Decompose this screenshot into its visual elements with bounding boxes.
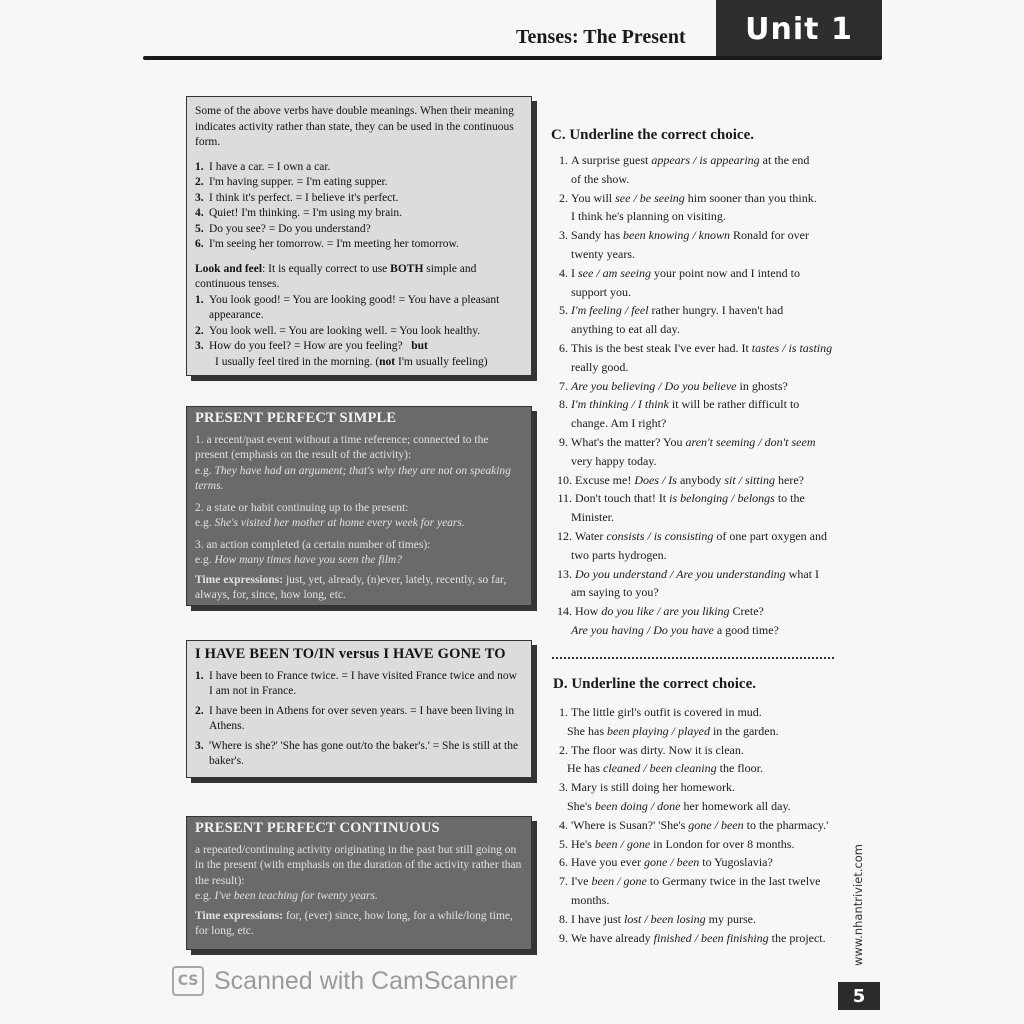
box2-point-3: 3. an action completed (a certain number of times): <box>195 538 431 551</box>
exercise-item: 1. The little girl's outfit is covered in mud. <box>559 705 762 719</box>
choice-options: finished / been finishing <box>653 930 769 945</box>
section-c-title: C. Underline the correct choice. <box>551 127 754 143</box>
exercise-item: 7. Are you believing / Do you believe in ghosts? <box>559 378 788 393</box>
exercise-item-continued: twenty years. <box>571 246 635 261</box>
camscanner-text: Scanned with CamScanner <box>214 966 517 995</box>
exercise-item-continued: support you. <box>571 284 631 299</box>
exercise-item: 2. The floor was dirty. Now it is clean. <box>559 742 744 757</box>
list-item: 6. I'm seeing her tomorrow. = I'm meeting her tomorrow. <box>195 238 459 250</box>
box2-example-2: e.g. She's visited her mother at home every week for years. <box>195 517 465 529</box>
list-item: 3. I think it's perfect. = I believe it's perfect. <box>195 191 399 204</box>
present-perfect-continuous-box <box>186 816 532 950</box>
exercise-item-continued: very happy today. <box>571 453 657 468</box>
choice-options: cleaned / been cleaning <box>603 761 717 776</box>
exercise-item: 13. Do you understand / Are you understanding what I <box>557 566 819 581</box>
exercise-item: 6. Have you ever gone / been to Yugoslavia? <box>559 855 773 870</box>
choice-options: Are you believing / Do you believe <box>571 378 737 393</box>
exercise-item-continued: Are you having / Do you have a good time? <box>571 622 779 637</box>
list-item: 1. You look good! = You are looking good! = You have a pleasant appearance. <box>195 293 500 321</box>
list-item: 3. How do you feel? = How are you feeling? but <box>195 340 428 352</box>
choice-options: appears / is appearing <box>651 153 760 167</box>
exercise-item-continued: Minister. <box>571 510 615 525</box>
box4-point-1: a repeated/continuing activity originating in the past but still going on in the present (with emphasis on the duration of the activity rather than the result): <box>195 843 522 887</box>
header-rule <box>143 56 882 60</box>
exercise-item: 14. How do you like / are you liking Crete? <box>557 604 764 619</box>
choice-options: see / be seeing <box>615 190 685 205</box>
exercise-item-continued: months. <box>571 892 610 907</box>
exercise-item: 3. Sandy has been knowing / known Ronald for over <box>559 228 809 243</box>
choice-options: see / am seeing <box>578 265 651 280</box>
choice-options: is belonging / belongs <box>669 491 775 506</box>
exercise-item: 10. Excuse me! Does / Is anybody sit / sitting here? <box>557 472 804 487</box>
box4-time-expressions: Time expressions: for, (ever) since, how long, for a while/long time, for long, etc. <box>195 909 513 937</box>
box2-example-3: e.g. How many times have you seen the film? <box>195 554 402 566</box>
exercise-item-continued: anything to eat all day. <box>571 322 680 337</box>
exercise-item: 9. We have already finished / been finishing the project. <box>559 930 826 945</box>
exercise-item-continued: of the show. <box>571 171 630 186</box>
list-item: 3. 'Where is she?' 'She has gone out/to the baker's.' = She is still at the baker's. <box>195 739 519 767</box>
dotted-divider <box>552 657 834 659</box>
choice-options: I'm feeling / feel <box>571 303 649 318</box>
choice-options: Do you understand / Are you understanding <box>575 566 786 581</box>
double-meaning-box <box>186 96 532 376</box>
exercise-item: 8. I'm thinking / I think it will be rather difficult to <box>559 397 800 412</box>
choice-options: been knowing / known <box>623 228 730 243</box>
list-item: 4. Quiet! I'm thinking. = I'm using my brain. <box>195 207 403 219</box>
choice-options: gone / been <box>643 855 700 870</box>
box2-point-2: 2. a state or habit continuing up to the present: <box>195 501 409 514</box>
exercise-item-continued: change. Am I right? <box>571 416 667 431</box>
exercise-item-continued: He has cleaned / been cleaning the floor. <box>567 761 763 776</box>
box4-example-1: e.g. I've been teaching for twenty years. <box>195 890 378 902</box>
exercise-item: 2. You will see / be seeing him sooner than you think. <box>559 190 817 205</box>
choice-options: Does / Is <box>634 472 677 487</box>
choice-options: been / gone <box>594 836 651 851</box>
camscanner-logo-icon: CS <box>172 966 204 996</box>
box1-last-line: I usually feel tired in the morning. (not I'm usually feeling) <box>215 355 488 368</box>
choice-options: aren't seeming / don't seem <box>685 434 816 449</box>
exercise-item: 4. 'Where is Susan?' 'She's gone / been to the pharmacy.' <box>559 817 829 832</box>
choice-options: been / gone <box>591 874 647 889</box>
box2-example-1: e.g. They have had an argument; that's why they are not on speaking terms. <box>195 464 511 492</box>
exercise-item-continued: I think he's planning on visiting. <box>571 209 726 224</box>
unit-badge: Unit 1 <box>716 0 882 58</box>
page-title: Tenses: The Present <box>516 26 686 48</box>
exercise-item: 11. Don't touch that! It is belonging / belongs to the <box>557 491 805 506</box>
exercise-item: 5. I'm feeling / feel rather hungry. I haven't had <box>559 303 784 318</box>
section-d-exercise <box>552 703 852 947</box>
box2-title: PRESENT PERFECT SIMPLE <box>195 410 397 426</box>
exercise-item-continued: She's been doing / done her homework all day. <box>567 798 791 813</box>
exercise-item: 1. A surprise guest appears / is appearing at the end <box>559 153 810 167</box>
list-item: 5. Do you see? = Do you understand? <box>195 222 371 235</box>
exercise-item-continued: am saying to you? <box>571 585 659 600</box>
present-perfect-simple-box <box>186 406 532 606</box>
look-and-feel-note: Look and feel: It is equally correct to use BOTH simple and continuous tenses. <box>195 262 477 290</box>
list-item: 1. I have a car. = I own a car. <box>195 160 331 173</box>
website-url: www.nhantriviet.com <box>851 844 865 966</box>
exercise-item: 8. I have just lost / been losing my purse. <box>559 911 756 926</box>
choice-options: consists / is consisting <box>606 528 714 543</box>
list-item: 2. I have been in Athens for over seven years. = I have been living in Athens. <box>195 704 515 732</box>
list-item: 1. I have been to France twice. = I have visited France twice and now I am not in France. <box>195 669 517 697</box>
choice-options: been playing / played <box>607 723 710 738</box>
choice-options: gone / been <box>688 817 744 832</box>
exercise-item-continued: really good. <box>571 359 629 374</box>
section-d-title: D. Underline the correct choice. <box>553 676 756 692</box>
list-item: 2. I'm having supper. = I'm eating supper. <box>195 176 388 188</box>
been-vs-gone-box <box>186 640 532 778</box>
exercise-item: 5. He's been / gone in London for over 8 months. <box>559 836 795 851</box>
box3-title: I HAVE BEEN TO/IN versus I HAVE GONE TO <box>195 646 506 662</box>
box1-list <box>195 160 523 253</box>
choice-options: tastes / is tasting <box>751 340 833 355</box>
page-number: 5 <box>838 982 880 1010</box>
exercise-item: 7. I've been / gone to Germany twice in the last twelve <box>559 874 821 889</box>
exercise-item-continued: She has been playing / played in the garden. <box>567 723 779 738</box>
exercise-item-continued: two parts hydrogen. <box>571 547 667 562</box>
exercise-item: 4. I see / am seeing your point now and I intend to <box>559 265 800 280</box>
section-c-exercise <box>552 151 852 640</box>
box1-intro: Some of the above verbs have double meanings. When their meaning indicates activity rather than state, they can be used in the continuous form. <box>195 105 514 148</box>
box2-time-expressions: Time expressions: just, yet, already, (n)ever, lately, recently, so far, always, for, since, how long, etc. <box>195 573 507 601</box>
choice-options: lost / been losing <box>624 911 706 926</box>
exercise-item: 12. Water consists / is consisting of one part oxygen and <box>557 528 828 543</box>
choice-options: been doing / done <box>594 798 681 813</box>
choice-options: do you like / are you liking <box>601 604 730 619</box>
choice-options: I'm thinking / I think <box>571 397 669 412</box>
camscanner-watermark <box>172 966 517 996</box>
exercise-item: 3. Mary is still doing her homework. <box>559 780 735 795</box>
list-item: 2. You look well. = You are looking well. = You look healthy. <box>195 324 481 337</box>
box2-point-1: 1. a recent/past event without a time reference; connected to the present (emphasis on the result of the activity): <box>195 433 489 461</box>
exercise-item: 6. This is the best steak I've ever had. It tastes / is tasting <box>559 340 833 355</box>
box4-title: PRESENT PERFECT CONTINUOUS <box>195 820 440 836</box>
exercise-item: 9. What's the matter? You aren't seeming / don't seem <box>559 434 816 449</box>
